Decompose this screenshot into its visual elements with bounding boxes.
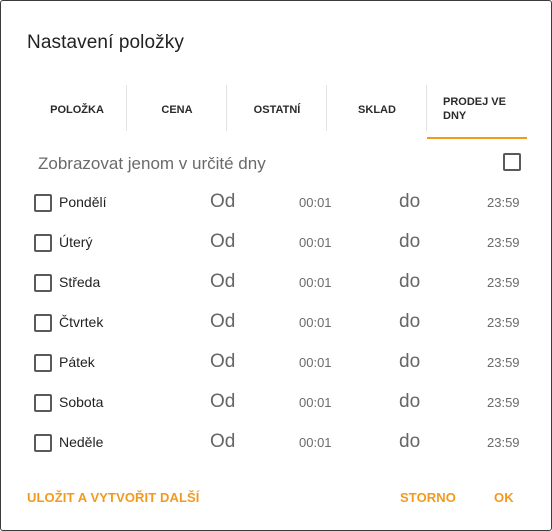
- time-to-friday[interactable]: 23:59: [487, 355, 520, 370]
- day-row-thursday: [1, 307, 552, 337]
- time-to-tuesday[interactable]: 23:59: [487, 235, 520, 250]
- day-name-wednesday: Středa: [59, 274, 101, 290]
- to-label: do: [399, 191, 421, 212]
- from-label: Od: [210, 391, 236, 412]
- show-only-on-days-row: [38, 152, 522, 176]
- to-label: do: [399, 351, 421, 372]
- to-label: do: [399, 391, 421, 412]
- show-only-on-days-label: Zobrazovat jenom v určité dny: [38, 154, 266, 173]
- day-name-sunday: Neděle: [59, 434, 104, 450]
- day-row-friday: [1, 347, 552, 377]
- time-to-wednesday[interactable]: 23:59: [487, 275, 520, 290]
- tab-stock[interactable]: [327, 81, 427, 139]
- from-label: Od: [210, 231, 236, 252]
- time-from-saturday[interactable]: 00:01: [299, 395, 332, 410]
- from-label: Od: [210, 191, 236, 212]
- day-name-friday: Pátek: [59, 354, 95, 370]
- time-to-thursday[interactable]: 23:59: [487, 315, 520, 330]
- from-label: Od: [210, 351, 236, 372]
- to-label: do: [399, 431, 421, 452]
- time-to-monday[interactable]: 23:59: [487, 195, 520, 210]
- day-row-saturday: [1, 387, 552, 417]
- tab-other[interactable]: [227, 81, 327, 139]
- tab-item-label: POLOŽKA: [50, 104, 104, 116]
- time-to-saturday[interactable]: 23:59: [487, 395, 520, 410]
- time-to-sunday[interactable]: 23:59: [487, 435, 520, 450]
- tab-sale-days-label: PRODEJ VE DNY: [443, 96, 506, 122]
- tab-price-label: CENA: [161, 104, 193, 116]
- day-checkbox-wednesday[interactable]: [34, 274, 52, 292]
- show-only-on-days-checkbox[interactable]: [503, 153, 521, 171]
- time-from-monday[interactable]: 00:01: [299, 195, 332, 210]
- tab-other-label: OSTATNÍ: [253, 104, 301, 116]
- day-name-saturday: Sobota: [59, 394, 104, 410]
- from-label: Od: [210, 431, 236, 452]
- day-checkbox-thursday[interactable]: [34, 314, 52, 332]
- day-checkbox-saturday[interactable]: [34, 394, 52, 412]
- from-label: Od: [210, 271, 236, 292]
- day-row-sunday: [1, 427, 552, 457]
- day-name-tuesday: Úterý: [59, 234, 93, 250]
- save-and-create-next-button[interactable]: ULOŽIT A VYTVOŘIT DALŠÍ: [27, 490, 200, 505]
- time-from-friday[interactable]: 00:01: [299, 355, 332, 370]
- day-row-tuesday: [1, 227, 552, 257]
- ok-button[interactable]: OK: [494, 490, 514, 505]
- day-row-wednesday: [1, 267, 552, 297]
- day-checkbox-friday[interactable]: [34, 354, 52, 372]
- day-checkbox-monday[interactable]: [34, 194, 52, 212]
- day-name-thursday: Čtvrtek: [59, 314, 104, 330]
- tab-stock-label: SKLAD: [358, 104, 396, 116]
- day-row-monday: [1, 187, 552, 217]
- tab-bar: [27, 81, 527, 139]
- to-label: do: [399, 231, 421, 252]
- day-checkbox-sunday[interactable]: [34, 434, 52, 452]
- dialog-title: Nastavení položky: [27, 32, 184, 53]
- to-label: do: [399, 271, 421, 292]
- tab-price[interactable]: [127, 81, 227, 139]
- time-from-wednesday[interactable]: 00:01: [299, 275, 332, 290]
- time-from-thursday[interactable]: 00:01: [299, 315, 332, 330]
- day-checkbox-tuesday[interactable]: [34, 234, 52, 252]
- day-name-monday: Pondělí: [59, 194, 107, 210]
- cancel-button[interactable]: STORNO: [400, 490, 456, 505]
- from-label: Od: [210, 311, 236, 332]
- time-from-sunday[interactable]: 00:01: [299, 435, 332, 450]
- tab-sale-days[interactable]: [427, 81, 527, 139]
- time-from-tuesday[interactable]: 00:01: [299, 235, 332, 250]
- to-label: do: [399, 311, 421, 332]
- tab-item[interactable]: [27, 81, 127, 139]
